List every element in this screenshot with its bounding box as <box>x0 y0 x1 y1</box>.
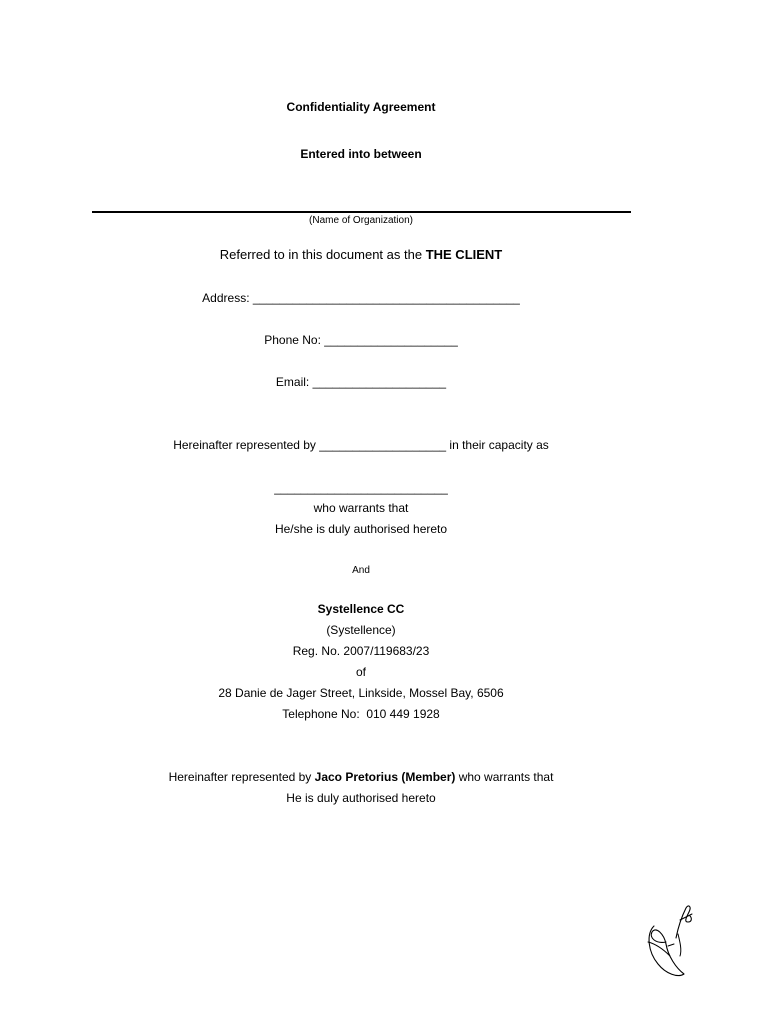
and-separator: And <box>352 565 370 576</box>
representative-name: Jaco Pretorius (Member) <box>314 770 456 784</box>
email-field: Email: ____________________ <box>275 375 447 389</box>
phone-field: Phone No: ____________________ <box>264 333 458 347</box>
rep2-suffix: who warrants that <box>455 770 554 784</box>
client-label: THE CLIENT <box>425 247 503 262</box>
warrants-line: who warrants that <box>313 501 409 515</box>
document-title: Confidentiality Agreement <box>286 100 436 114</box>
representative-line: Hereinafter represented by ___________________ in their capacity as <box>173 438 549 452</box>
client-reference-text: Referred to in this document as the <box>219 247 426 262</box>
capacity-blank: __________________________ <box>274 481 448 495</box>
organization-caption: (Name of Organization) <box>309 215 413 226</box>
of-word: of <box>355 665 366 679</box>
company-authorised-line: He is duly authorised hereto <box>286 791 436 805</box>
handwritten-signature <box>640 898 700 982</box>
rep2-prefix: Hereinafter represented by <box>168 770 315 784</box>
address-field: Address: ________________________________________ <box>202 291 520 305</box>
company-name: Systellence CC <box>317 602 405 616</box>
company-representative-line <box>0 769 722 785</box>
company-short-name: (Systellence) <box>326 623 396 637</box>
authorised-line: He/she is duly authorised hereto <box>274 522 448 536</box>
client-reference <box>0 247 722 263</box>
company-address: 28 Danie de Jager Street, Linkside, Mossel Bay, 6506 <box>218 686 504 700</box>
company-telephone: Telephone No: 010 449 1928 <box>282 707 440 721</box>
document-subtitle: Entered into between <box>300 147 422 161</box>
registration-number: Reg. No. 2007/119683/23 <box>292 644 430 658</box>
